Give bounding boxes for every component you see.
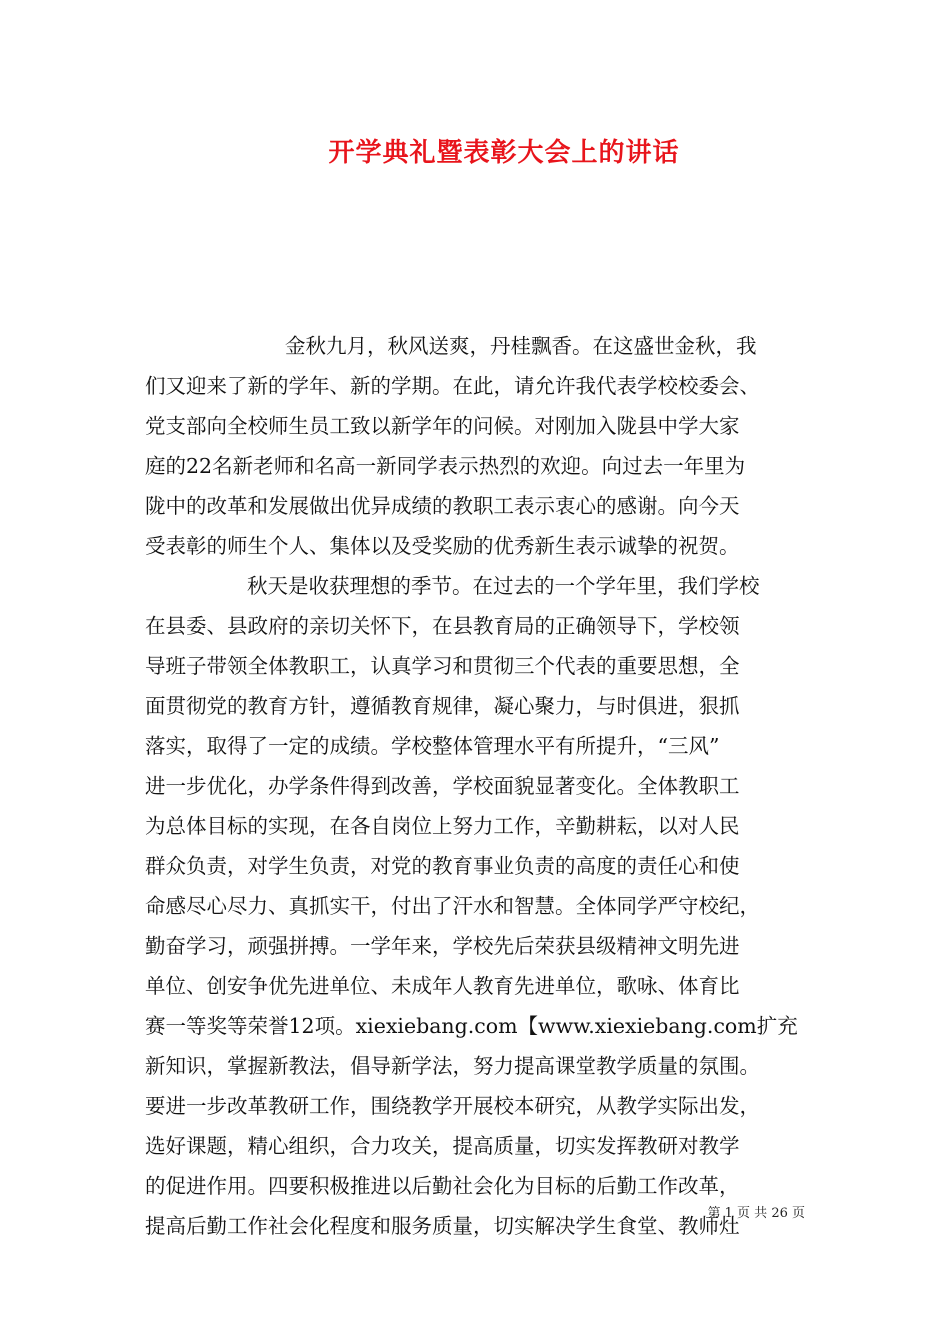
- paragraph-line: 为总体目标的实现，在各自岗位上努力工作，辛勤耕耘，以对人民: [145, 814, 740, 838]
- paragraph-line: 陇中的改革和发展做出优异成绩的教职工表示衷心的感谢。向今天: [145, 494, 740, 518]
- paragraph-line: 提高后勤工作社会化程度和服务质量，切实解决学生食堂、教师灶: [145, 1214, 740, 1238]
- page-number-footer: 第 1 页 共 26 页: [707, 1206, 805, 1221]
- paragraph-line: 要进一步改革教研工作，围绕教学开展校本研究，从教学实际出发，: [145, 1094, 760, 1118]
- document-title: 开学典礼暨表彰大会上的讲话: [328, 138, 680, 168]
- paragraph-line: 导班子带领全体教职工，认真学习和贯彻三个代表的重要思想，全: [145, 654, 740, 678]
- paragraph-line: 党支部向全校师生员工致以新学年的问候。对刚加入陇县中学大家: [145, 414, 740, 438]
- document-body: [145, 326, 805, 1246]
- paragraph-line: 进一步优化，办学条件得到改善，学校面貌显著变化。全体教职工: [145, 774, 740, 798]
- paragraph-line: 受表彰的师生个人、集体以及受奖励的优秀新生表示诚挚的祝贺。: [145, 534, 740, 558]
- paragraph-line: 单位、创安争优先进单位、未成年人教育先进单位，歌咏、体育比: [145, 974, 740, 998]
- paragraph-line: 的促进作用。四要积极推进以后勤社会化为目标的后勤工作改革，: [145, 1174, 740, 1198]
- paragraph-line: 选好课题，精心组织，合力攻关，提高质量，切实发挥教研对教学: [145, 1134, 740, 1158]
- paragraph-line: 赛一等奖等荣誉12项。xiexiebang.com【www.xiexiebang.com扩充: [145, 1014, 798, 1038]
- paragraph-line: 在县委、县政府的亲切关怀下，在县教育局的正确领导下，学校领: [145, 614, 740, 638]
- paragraph-line: 庭的22名新老师和名高一新同学表示热烈的欢迎。向过去一年里为: [145, 454, 746, 478]
- paragraph-line: 勤奋学习，顽强拼搏。一学年来，学校先后荣获县级精神文明先进: [145, 934, 740, 958]
- paragraph-line: 们又迎来了新的学年、新的学期。在此，请允许我代表学校校委会、: [145, 374, 760, 398]
- paragraph-line: 面贯彻党的教育方针，遵循教育规律，凝心聚力，与时俱进，狠抓: [145, 694, 740, 718]
- paragraph-line: 新知识，掌握新教法，倡导新学法，努力提高课堂教学质量的氛围。: [145, 1054, 760, 1078]
- paragraph-line: 命感尽心尽力、真抓实干，付出了汗水和智慧。全体同学严守校纪，: [145, 894, 760, 918]
- paragraph-line: 落实，取得了一定的成绩。学校整体管理水平有所提升，“三风”: [145, 734, 720, 758]
- paragraph-line: 秋天是收获理想的季节。在过去的一个学年里，我们学校: [247, 574, 760, 598]
- paragraph-line: 金秋九月，秋风送爽，丹桂飘香。在这盛世金秋，我: [285, 334, 757, 358]
- paragraph-line: 群众负责，对学生负责，对党的教育事业负责的高度的责任心和使: [145, 854, 740, 878]
